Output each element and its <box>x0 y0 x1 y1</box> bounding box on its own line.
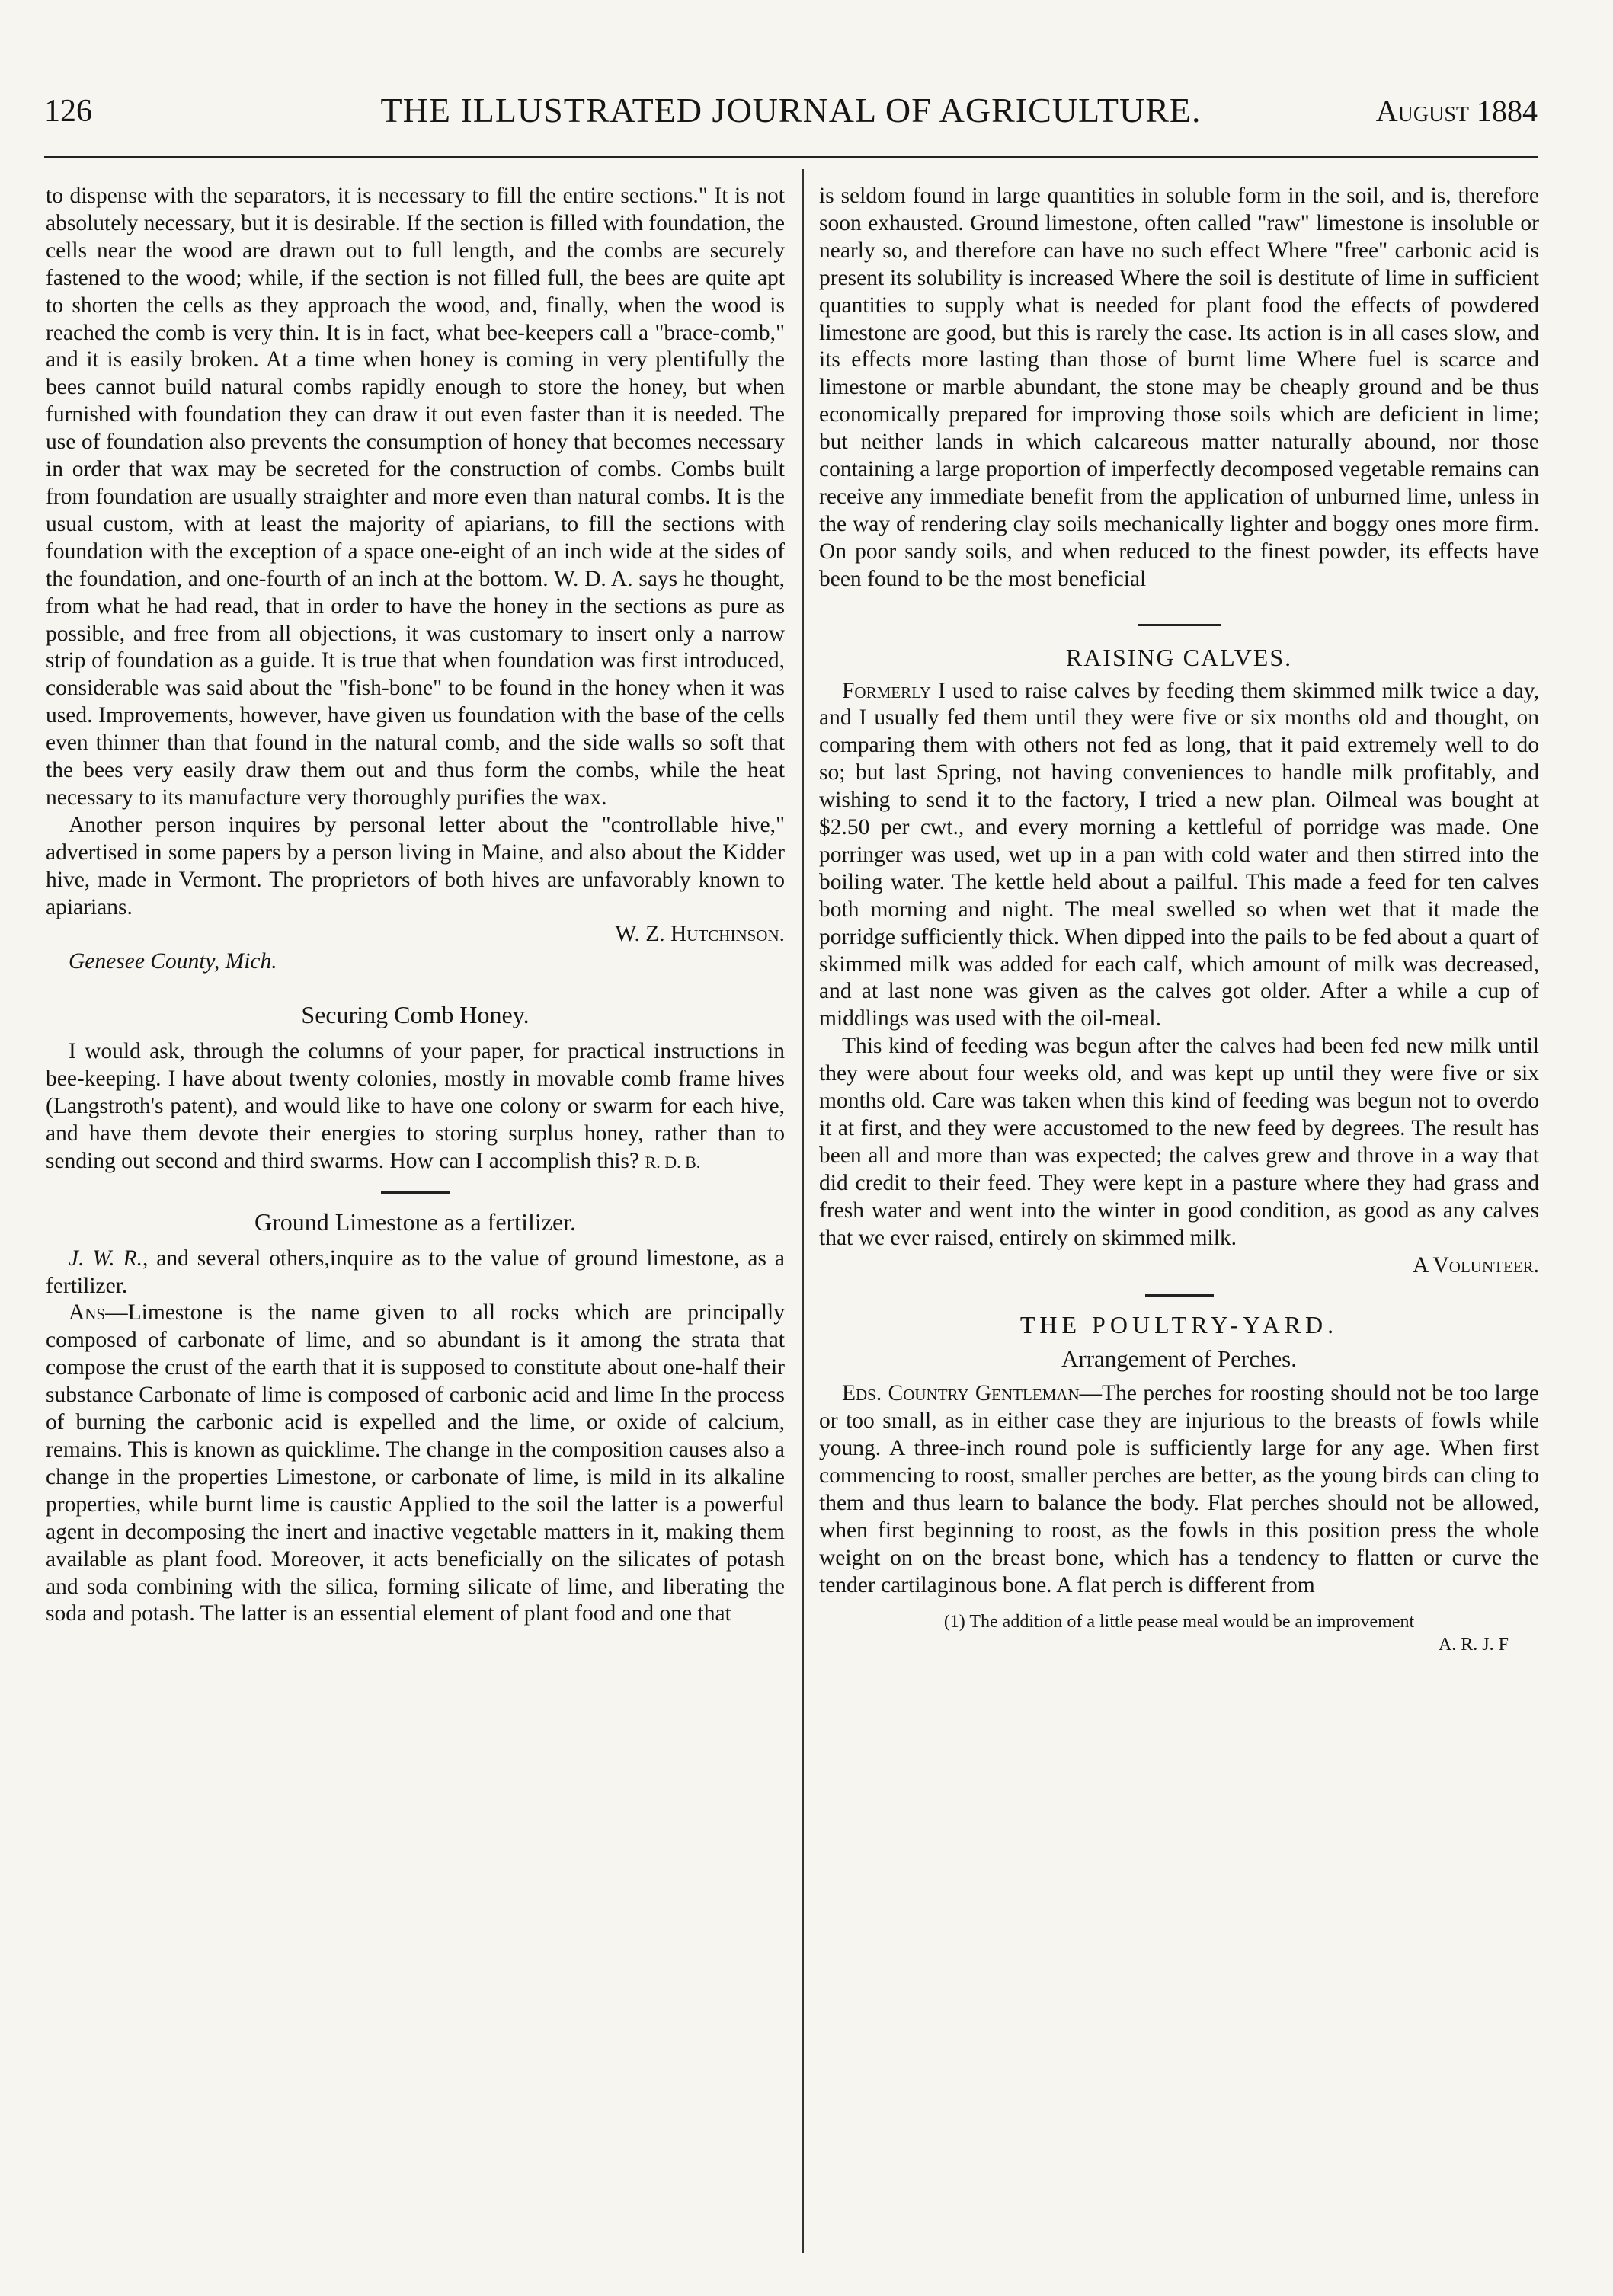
hive-inquiry-paragraph: Another person inquires by personal letter about the "controllable hive," advertised in some papers by a person living in Maine, and also about the Kidder hive, made in Vermont. The proprietors of both hives are unfavorably known to apiarians. <box>46 812 785 919</box>
section-heading-comb-honey: Securing Comb Honey. <box>301 1001 530 1029</box>
calves-signature: A Volunteer. <box>1412 1252 1539 1278</box>
poultry-paragraph <box>819 1380 1539 1599</box>
page-number: 126 <box>44 94 92 129</box>
section-heading-raising-calves: RAISING CALVES. <box>1065 643 1293 671</box>
answer-text: —Limestone is the name given to all rocks which are principally composed of carbonate of lime, and so abundant is it among the strata that compose the crust of the earth that it is supposed to constitute about one-half their substance Carbonate of lime is composed of carbonic acid and lime In the process of burning the carbonic acid is expelled and the lime, or oxide of calcium, remains. This is known as quicklime. The change in the composition causes also a change in the properties Limestone, or carbonate of lime, is mild in its alkaline properties, while burnt lime is caustic Applied to the soil the latter is a powerful agent in decomposing the inert and inactive vegetable matters in it, making them available as plant food. Moreover, it acts beneficially on the silicates of potash and soda combining with the silica, forming silicate of lime, and liberating the soda and potash. The latter is an essential element of plant food and one that <box>46 1300 785 1626</box>
column-divider <box>802 169 804 2253</box>
right-column <box>819 183 1539 1656</box>
calves-text-1: I used to raise calves by feeding them skimmed milk twice a day, and I usually fed them until they were five or six months old and thought, on comparing them with others not fed as long, that it paid extremely well to do so; but last Spring, not having conveniences to handle milk profitably, and wishing to send it to the factory, I tried a new plan. Oilmeal was bought at $2.50 per cwt., and every morning a kettleful of porridge was made. One porringer was used, wet up in a pan with cold water and then stirred into the boiling water. The kettle held about a pailful. This made a feed for ten calves both morning and night. The meal swelled so when wet that it made the porridge sufficiently thick. When dipped into the pails to be fed about a quart of skimmed milk was added for each calf, which amount of milk was decreased, and at last none was given as the calves got older. After a while a cup of middlings was used with the oil-meal. <box>819 678 1539 1031</box>
poultry-lead: Eds. Country Gentleman <box>842 1381 1080 1406</box>
calves-lead-word: Formerly <box>842 678 931 703</box>
section-rule <box>1138 624 1221 626</box>
section-heading-poultry-yard: THE POULTRY-YARD. <box>1019 1311 1339 1339</box>
comb-honey-text: I would ask, through the columns of your paper, for practical instructions in bee-keeping. I have about twenty colonies, mostly in movable comb frame hives (Langstroth's patent), and would like to have one colony or swarm for each hive, and have them devote their energies to storing surplus honey, rather than to sending out second and third swarms. How can I accomplish this? <box>46 1039 785 1173</box>
limestone-question <box>46 1246 785 1300</box>
author-signature: W. Z. Hutchinson. <box>615 922 785 947</box>
limestone-question-text: , and several others,inquire as to the value of ground limestone, as a fertilizer. <box>46 1246 785 1298</box>
limestone-answer <box>46 1300 785 1628</box>
header-rule <box>44 156 1538 158</box>
comb-honey-question <box>46 1038 785 1176</box>
answer-label: Ans <box>69 1300 106 1325</box>
page-header <box>44 90 1538 143</box>
journal-title: THE ILLUSTRATED JOURNAL OF AGRICULTURE. <box>380 91 1202 130</box>
foundation-paragraph: to dispense with the separators, it is necessary to fill the entire sections." It is not absolutely necessary, but it is desirable. If the section is filled with foundation, the cells near the wood are drawn out to full length, and the combs are securely fastened to the wood; while, if the section is not filled full, the bees are quite apt to shorten the cells as they approach the wood, and, finally, when the wood is reached the comb is very thin. It is in fact, what bee-keepers call a "brace-comb," and it is easily broken. At a time when honey is coming in very plentifully the bees cannot build natural combs rapidly enough to store the honey, but when furnished with foundation they can draw it out even faster than it is needed. The use of foundation also prevents the consumption of honey that becomes necessary in order that wax may be secreted for the construction of combs. Combs built from foundation are usually straighter and more even than natural combs. It is the usual custom, with at least the majority of apiarians, to fill the sections with foundation with the exception of a space one-eight of an inch wide at the sides of the foundation, and one-fourth of an inch at the bottom. W. D. A. says he thought, from what he had read, that in order to have the honey in the sections as pure as possible, and free from all objections, it was customary to insert only a narrow strip of foundation as a guide. It is true that when foundation was first introduced, considerable was said about the "fish-bone" to be found in the honey when it was used. Improvements, however, have given us foundation with the base of the cells even thinner than that found in the natural comb, and the side walls so soft that the bees very easily draw them out and thus form the combs, while the heat necessary to its manufacture very thoroughly purifies the wax. <box>46 184 785 810</box>
poultry-text: —The perches for roosting should not be too large or too small, as in either case they are injurious to the breasts of fowls while young. A three-inch round pole is sufficiently large for any age. When first commencing to roost, smaller perches are better, as the young birds can cling to them and thus learn to balance the body. Flat perches should not be allowed, when first beginning to roost, as the fowls in this position press the whole weight on on the breast bone, which has a tendency to flatten or curve the tender cartilaginous bone. A flat perch is different from <box>819 1381 1539 1597</box>
footnote-signature: A. R. J. F <box>1438 1634 1509 1655</box>
left-column <box>46 183 785 1628</box>
author-location: Genesee County, Mich. <box>69 949 277 974</box>
calves-paragraph-2: This kind of feeding was begun after the calves had been fed new milk until they were about four weeks old, and was kept up until they were five or six months old. Care was taken when this kind of feeding was begun not to overdo it at first, and they were accustomed to the new feed by degrees. The result has been all and more than was expected; the calves grew and throve in a way that did credit to their feed. They were kept in a pasture where they had grass and fresh water and went into the winter in good condition, as good as any calves that we ever raised, entirely on skimmed milk. <box>819 1034 1539 1250</box>
section-rule <box>1145 1294 1214 1297</box>
section-rule <box>381 1191 450 1194</box>
issue-date: August 1884 <box>1375 94 1538 128</box>
calves-paragraph-1 <box>819 678 1539 1034</box>
subheading-perches: Arrangement of Perches. <box>1061 1345 1298 1373</box>
footnote: (1) The addition of a little pease meal would be an improvement <box>943 1611 1415 1632</box>
section-heading-limestone: Ground Limestone as a fertilizer. <box>254 1207 577 1236</box>
question-signature: R. D. B. <box>645 1152 701 1172</box>
questioner-initials: J. W. R. <box>69 1246 142 1271</box>
limestone-continuation: is seldom found in large quantities in soluble form in the soil, and is, therefore soon exhausted. Ground limestone, often called "raw" limestone is insoluble or nearly so, and therefore can have no such effect Where "free" carbonic acid is present its solubility is increased Where the soil is destitute of lime in sufficient quantities to supply what is needed for plant food the effects of powdered limestone are good, but this is rarely the case. Its action is in all cases slow, and its effects more lasting than those of burnt lime Where fuel is scarce and limestone or marble abundant, the stone may be cheaply ground and be thus economically prepared for improving those soils which are deficient in lime; but neither lands in which calcareous matter naturally abound, nor those containing a large proportion of imperfectly decomposed vegetable remains can receive any immediate benefit from the application of unburned lime, unless in the way of rendering clay soils mechanically lighter and boggy ones more firm. On poor sandy soils, and when reduced to the finest powder, its effects have been found to be the most beneficial <box>819 184 1539 591</box>
